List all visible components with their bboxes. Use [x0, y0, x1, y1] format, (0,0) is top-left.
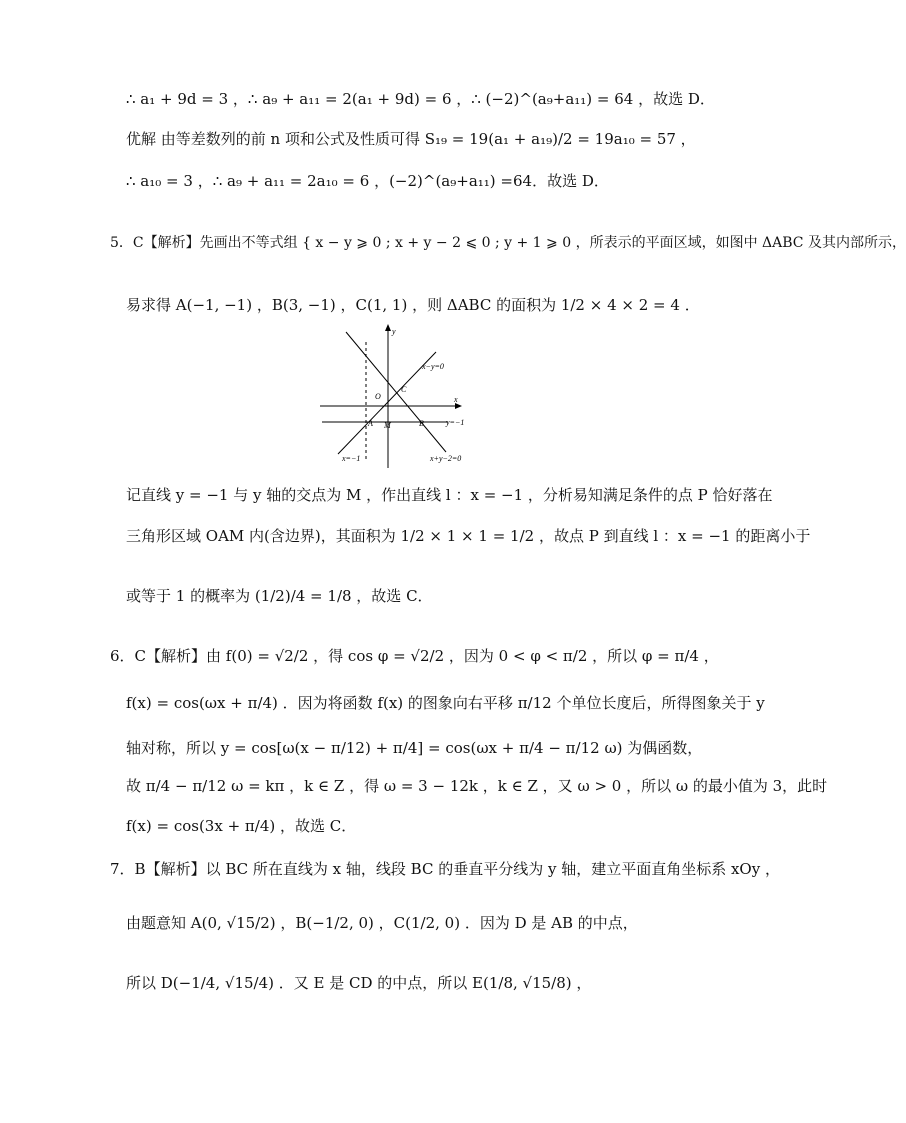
arrow-y: [385, 324, 391, 331]
line-content: 优解 由等差数列的前 n 项和公式及性质可得 S₁₉ = 19(a₁ + a₁₉)/2 = 19a₁₀ = 57 ，: [126, 130, 696, 148]
label-line-y: y=−1: [446, 418, 465, 427]
line-content: ∴ a₁₀ = 3 ，∴ a₉ + a₁₁ = 2a₁₀ = 6 ，(−2)^(a₉+a₁₁) =64．故选 D．: [126, 172, 609, 190]
label-line-x: x=−1: [342, 454, 361, 463]
label-C: C: [401, 385, 407, 394]
line-content: f(x) = cos(3x + π/4) ，故选 C．: [126, 817, 357, 835]
line-content: 轴对称，所以 y = cos[ω(x − π/12) + π/4] = cos(ωx + π/4 − π/12 ω) 为偶函数，: [126, 739, 703, 757]
line-content: 记直线 y = −1 与 y 轴的交点为 M ，作出直线 l ：x = −1 ，分析易知满足条件的点 P 恰好落在: [126, 486, 773, 504]
label-x: x: [454, 395, 458, 404]
line-content: 由题意知 A(0, √15/2) ，B(−1/2, 0) ，C(1/2, 0) ．因为 D 是 AB 的中点，: [126, 914, 638, 932]
label-line-xy: x−y=0: [422, 362, 444, 371]
line-content: 5．C【解析】先画出不等式组 { x − y ⩾ 0 ; x + y − 2 ⩽ 0 ; y + 1 ⩾ 0 ，所表示的平面区域，如图中 ΔABC 及其内部所示，: [110, 235, 906, 251]
line-content: 三角形区域 OAM 内(含边界)，其面积为 1/2 × 1 × 1 = 1/2 ，故点 P 到直线 l ：x = −1 的距离小于: [126, 527, 811, 545]
label-A: A: [368, 419, 373, 428]
inequality-region-figure: [318, 322, 478, 470]
line-content: 或等于 1 的概率为 (1/2)/4 = 1/8 ，故选 C．: [126, 587, 433, 605]
line-content: 所以 D(−1/4, √15/4) ．又 E 是 CD 的中点，所以 E(1/8, √15/8) ，: [126, 974, 592, 992]
label-M: M: [384, 421, 391, 430]
line-content: 易求得 A(−1, −1) ，B(3, −1) ，C(1, 1) ，则 ΔABC 的面积为 1/2 × 4 × 2 = 4 ．: [126, 296, 700, 314]
line-content: 6．C【解析】由 f(0) = √2/2 ，得 cos φ = √2/2 ，因为 0 < φ < π/2 ，所以 φ = π/4 ，: [110, 647, 719, 665]
line-content: 7．B【解析】以 BC 所在直线为 x 轴，线段 BC 的垂直平分线为 y 轴，建立平面直角坐标系 xOy ，: [110, 860, 780, 878]
label-B: B: [419, 419, 424, 428]
label-line-sum: x+y−2=0: [430, 454, 462, 463]
line-content: f(x) = cos(ωx + π/4) ．因为将函数 f(x) 的图象向右平移 π/12 个单位长度后，所得图象关于 y: [126, 694, 765, 712]
line-content: 故 π/4 − π/12 ω = kπ ，k ∈ Z ，得 ω = 3 − 12k ，k ∈ Z ，又 ω > 0 ，所以 ω 的最小值为 3，此时: [126, 777, 828, 795]
line-content: ∴ a₁ + 9d = 3 ，∴ a₉ + a₁₁ = 2(a₁ + 9d) = 6 ，∴ (−2)^(a₉+a₁₁) = 64 ，故选 D．: [126, 90, 715, 108]
label-O: O: [375, 392, 381, 401]
line-x-plus-y-minus-2: [346, 332, 446, 452]
label-y: y: [392, 327, 396, 336]
